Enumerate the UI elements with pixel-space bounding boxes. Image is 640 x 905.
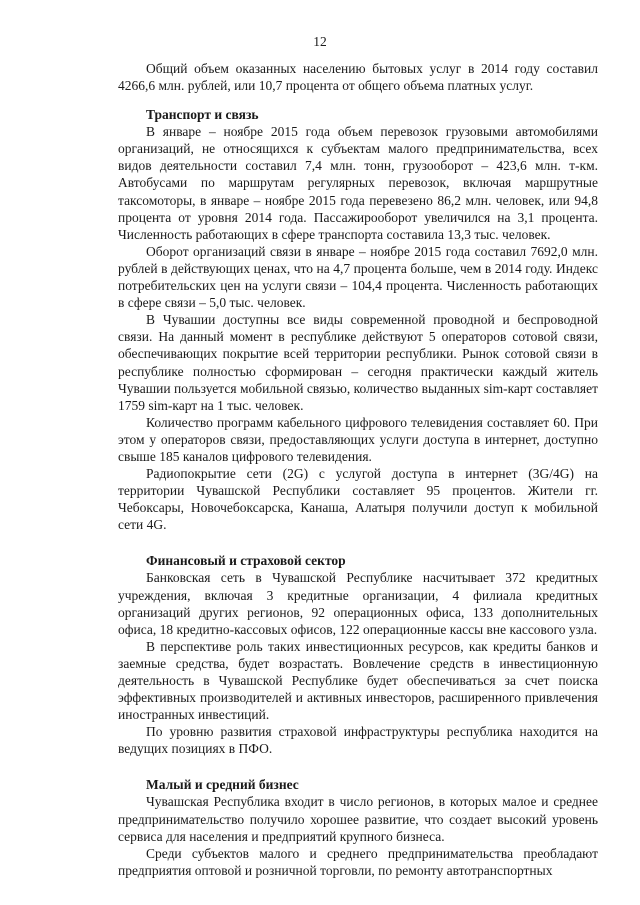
heading-transport: Транспорт и связь [146, 107, 259, 123]
paragraph-banking-network: Банковская сеть в Чувашской Республике насчитывает 372 кредитных учреждения, включая 3 кредитные организации, 4 филиала кредитных организаций других регионов, 92 операционных офиса, 133 дополнительных офиса, 18 кредитно-кассовых офисов, 122 операционные кассы вне кассового узла. [118, 570, 598, 637]
paragraph-cable-tv: Количество программ кабельного цифрового телевидения составляет 60. При этом у операторов связи, предоставляющих услуги доступа в интернет, доступно свыше 185 каналов цифрового телевидения. [118, 414, 598, 464]
paragraph-smb-structure: Среди субъектов малого и среднего предпринимательства преобладают предприятия оптовой и розничной торговли, по ремонту автотранспортных [118, 845, 598, 878]
paragraph-smb-development: Чувашская Республика входит в число регионов, в которых малое и среднее предпринимательство получило хорошее развитие, что создает высокий уровень сервиса для населения и предприятий крупного бизнеса. [118, 794, 598, 844]
page-number: 12 [313, 34, 327, 49]
heading-smb: Малый и средний бизнес [146, 777, 299, 793]
paragraph-communications-turnover: Оборот организаций связи в январе – ноябре 2015 года составил 7692,0 млн. рублей в действующих ценах, что на 4,7 процента больше, чем в 2014 году. Индекс потребительских цен на услуги связи – 104,4 процента. Численность работающих в сфере связи – 5,0 тыс. человек. [118, 243, 598, 311]
paragraph-freight: В январе – ноябре 2015 года объем перевозок грузовыми автомобилями организаций, не относящихся к субъектам малого предпринимательства, всех видов деятельности составил 7,4 млн. тонн, грузооборот – 423,6 млн. т-км. Автобусами по маршрутам регулярных перевозок, включая маршрутные таксомоторы, в январе – ноябре 2015 года перевезено 86,2 млн. человек, или 94,8 процента от уровня 2014 года. Пассажирооборот увеличился на 3,1 процента. Численность работающих в сфере транспорта составила 13,3 тыс. человек. [118, 124, 598, 242]
document-body [118, 60, 598, 879]
paragraph-insurance: По уровню развития страховой инфраструктуры республика находится на ведущих позициях в ПФО. [118, 724, 598, 757]
paragraph-household-services: Общий объем оказанных населению бытовых услуг в 2014 году составил 4266,6 млн. рублей, или 10,7 процента от общего объема платных услуг. [118, 61, 598, 94]
heading-finance: Финансовый и страховой сектор [146, 553, 346, 569]
paragraph-radio-coverage: Радиопокрытие сети (2G) с услугой доступа в интернет (3G/4G) на территории Чувашской Республики составляет 95 процентов. Жители гг. Чебоксары, Новочебоксарска, Канаша, Алатыря получили доступ к мобильной сети 4G. [118, 466, 598, 533]
paragraph-mobile-operators: В Чувашии доступны все виды современной проводной и беспроводной связи. На данный момент в республике действуют 5 операторов сотовой связи, обеспечивающих покрытие всей территории республики. Рынок сотовой связи в республике полностью сформирован – сегодня практически каждый житель Чувашии пользуется мобильной связью, количество выданных sim-карт составляет 1759 sim-карт на 1 тыс. человек. [118, 312, 598, 413]
paragraph-investment: В перспективе роль таких инвестиционных ресурсов, как кредиты банков и заемные средства, будет возрастать. Вовлечение средств в инвестиционную деятельность в Чувашской Республике будет обеспечиваться за счет поиска эффективных производителей и активных инвесторов, расширенного привлечения иностранных инвестиций. [118, 638, 598, 723]
